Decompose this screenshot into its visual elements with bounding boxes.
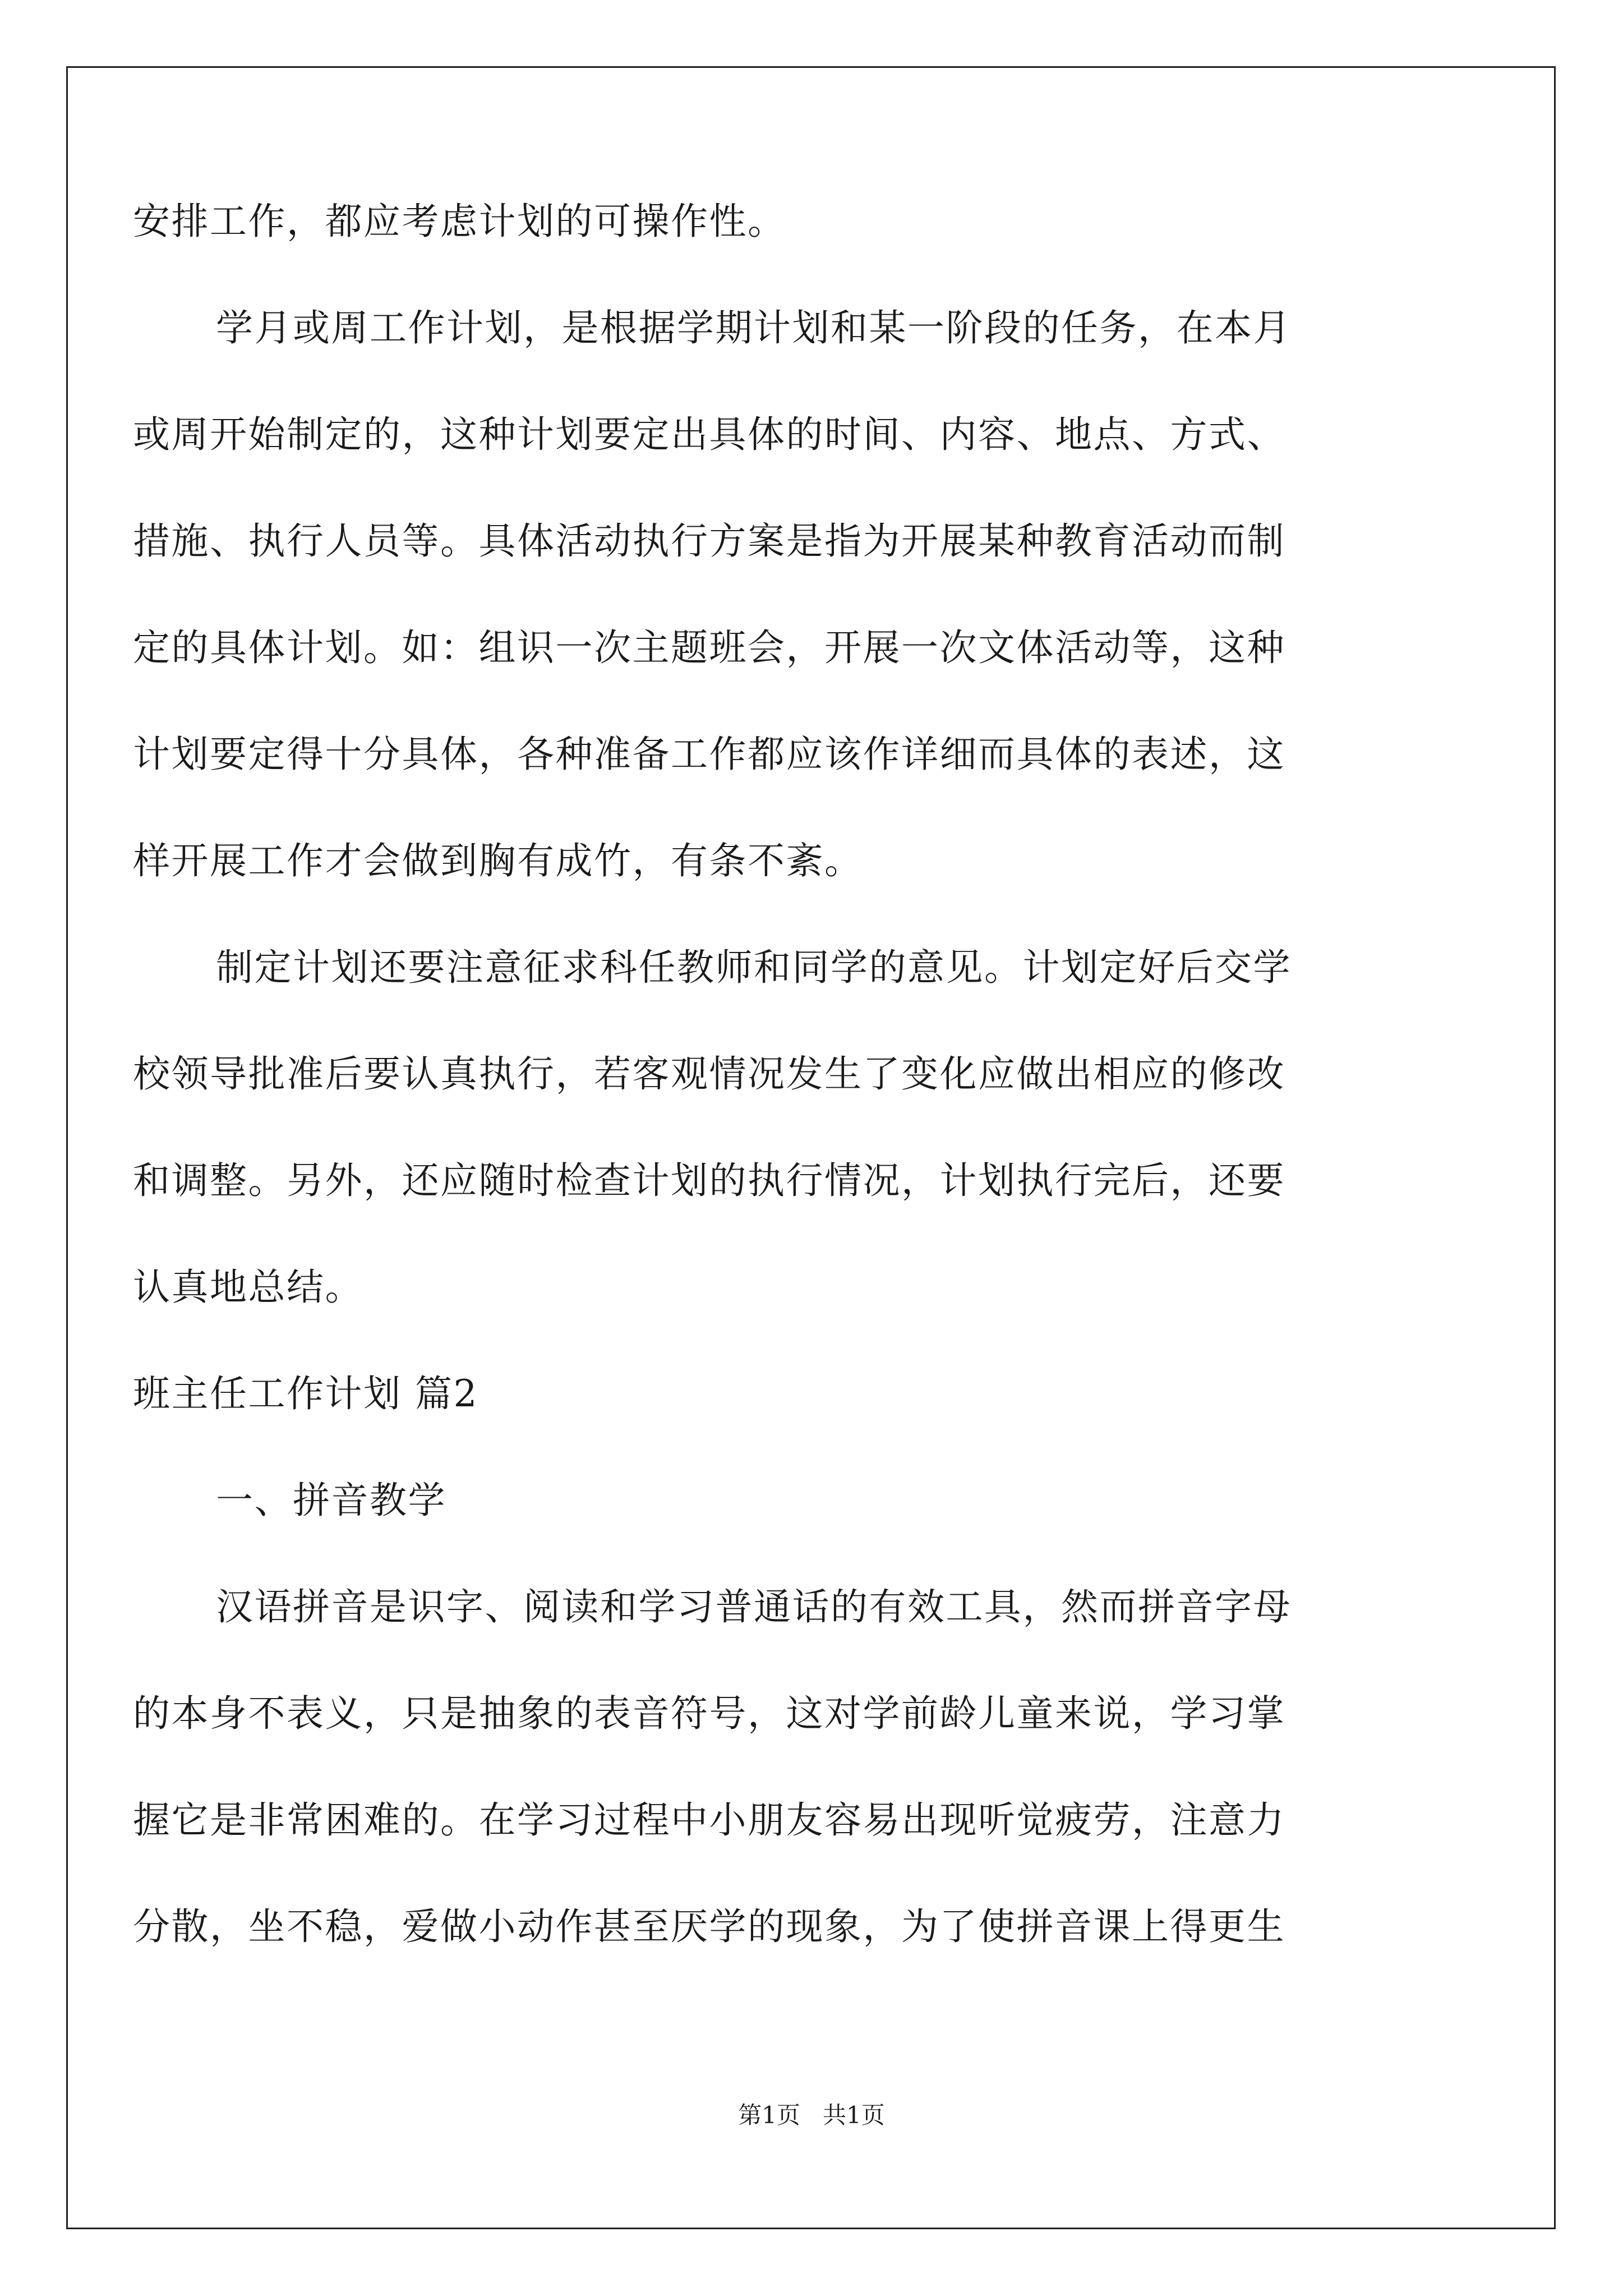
text-line: 安排工作，都应考虑计划的可操作性。 [133, 200, 786, 243]
text-line: 握它是非常困难的。在学习过程中小朋友容易出现听觉疲劳，注意力 [133, 1798, 1285, 1842]
text-line: 样开展工作才会做到胸有成竹，有条不紊。 [133, 839, 863, 882]
text-line: 的本身不表义，只是抽象的表音符号，这对学前龄儿童来说，学习掌 [133, 1692, 1285, 1735]
text-line: 措施、执行人员等。具体活动执行方案是指为开展某种教育活动而制 [133, 519, 1285, 563]
text-line: 和调整。另外，还应随时检查计划的执行情况，计划执行完后，还要 [133, 1159, 1285, 1202]
text-line: 认真地总结。 [133, 1266, 363, 1309]
text-line: 校领导批准后要认真执行，若客观情况发生了变化应做出相应的修改 [133, 1052, 1285, 1096]
page-number-footer: 第1页 共1页 [738, 2101, 885, 2129]
text-line: 分散，坐不稳，爱做小动作甚至厌学的现象，为了使拼音课上得更生 [133, 1905, 1285, 1948]
text-line: 或周开始制定的，这种计划要定出具体的时间、内容、地点、方式、 [133, 413, 1285, 456]
paragraph-start-line: 学月或周工作计划，是根据学期计划和某一阶段的任务，在本月 [216, 306, 1292, 349]
section-heading: 班主任工作计划 篇2 [133, 1372, 478, 1415]
text-line: 计划要定得十分具体，各种准备工作都应该作详细而具体的表述，这 [133, 733, 1285, 776]
paragraph-start-line: 制定计划还要注意征求科任教师和同学的意见。计划定好后交学 [216, 946, 1292, 989]
text-line: 定的具体计划。如：组识一次主题班会，开展一次文体活动等，这种 [133, 626, 1285, 669]
paragraph-start-line: 汉语拼音是识字、阅读和学习普通话的有效工具，然而拼音字母 [216, 1585, 1292, 1628]
subsection-heading: 一、拼音教学 [216, 1479, 446, 1522]
